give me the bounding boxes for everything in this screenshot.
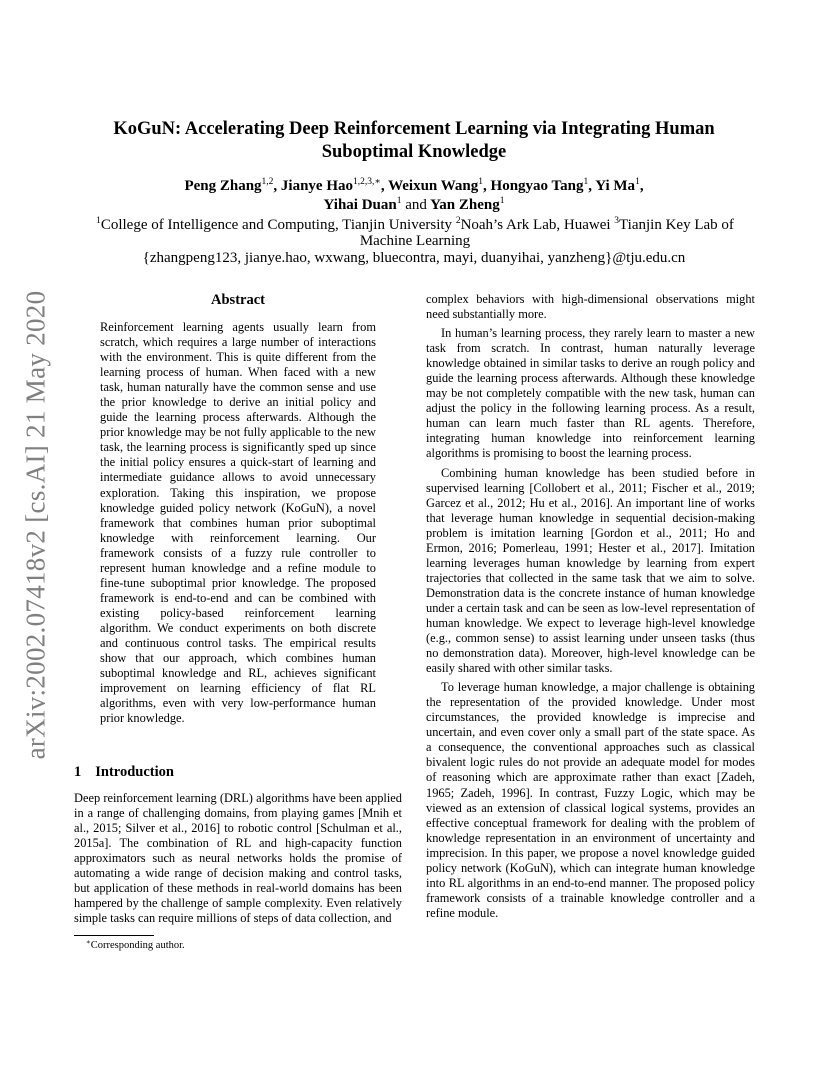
paper-title: KoGuN: Accelerating Deep Reinforcement Learning via Integrating Human Suboptimal Knowledge xyxy=(113,119,715,162)
affiliation: Noah’s Ark Lab, Huawei xyxy=(460,217,611,233)
footnote-mark: ∗ xyxy=(86,938,91,946)
author-list: Peng Zhang$^{1,2}$, Jianye Hao$^{1,2,3,∗}$, Weixun Wang$^1$, Hongyao Tang$^1$, Yi Ma$^1$, Yihai Duan$^1$ and Yan Zheng$^1$ xyxy=(184,177,644,213)
author-name: Yan Zheng xyxy=(430,197,500,213)
affil-sup: 2 xyxy=(455,216,461,226)
author-name: Hongyao Tang xyxy=(490,178,584,194)
author-sup: 1 xyxy=(583,177,589,187)
right-column xyxy=(426,292,755,925)
affil-sup: 3 xyxy=(614,216,620,226)
author-and: and xyxy=(405,197,427,213)
author-sup: 1,2 xyxy=(261,177,274,187)
author-sup: 1 xyxy=(396,196,402,206)
footnote-rule xyxy=(74,935,154,936)
footnote-text: Corresponding author. xyxy=(90,940,185,951)
abstract-heading: Abstract xyxy=(211,292,265,308)
intro-paragraph: Combining human knowledge has been studied before in supervised learning [Collobert et al., 2011; Fischer et al., 2019; Garcez et al., 2012; Hu et al., 2016]. An important line of works that leverage human knowledge in sequential decision-making problem is imitation learning [Gordon et al., 2011; Ho and Ermon, 2016; Pomerleau, 1991; Hester et al., 2017]. Imitation learning leverages human knowledge by learning from expert trajectories that collected in the same task that we aim to solve. Demonstration data is the concrete instance of human knowledge under a certain task and can be seen as low-level representation of human knowledge. We expect to leverage high-level knowledge (e.g., common sense) to assist learning under unseen tasks (thus no demonstration data). Moreover, high-level knowledge can be easily shared with other similar tasks. xyxy=(426,465,755,676)
intro-paragraph: In human’s learning process, they rarely learn to master a new task from scratch. In contrast, human naturally leverage knowledge obtained in similar tasks to derive an rough policy and guide the learning process afterwards. Although these knowledge may be not completely compatible with the new task, human can adjust the policy in the following learning process. As a result, human can learn much faster than RL agents. Therefore, integrating human knowledge into reinforcement learning algorithms is promising to boost the learning process. xyxy=(426,326,755,461)
intro-paragraph-1-start: Deep reinforcement learning (DRL) algorithms have been applied in a range of challenging domains, from playing games [Mnih et al., 2015; Silver et al., 2016] to robotic control [Schulman et al., 2015a]. The combination of RL and high-capacity function approximators such as neural networks holds the promise of automating a wide range of decision making and control tasks, but application of these methods in real-world domains has been hampered by the challenge of sample complexity. Even relatively simple tasks can require millions of steps of data collection, and xyxy=(74,791,402,926)
author-sup: 1 xyxy=(478,177,484,187)
author-name: Weixun Wang xyxy=(388,178,479,194)
author-sup: 1 xyxy=(635,177,640,187)
author-sup: 1,2,3,∗ xyxy=(353,177,381,187)
affiliations xyxy=(70,217,760,249)
author-name: Yi Ma xyxy=(595,178,636,194)
section-number: 1 xyxy=(74,764,82,780)
affiliation: Tianjin Key Lab of Machine Learning xyxy=(359,217,734,249)
section-heading xyxy=(74,764,174,781)
section-title: Introduction xyxy=(95,764,174,780)
intro-paragraph-1-end: complex behaviors with high-dimensional observations might need substantially more. xyxy=(426,292,755,322)
author-name: Yihai Duan xyxy=(323,197,397,213)
author-name: Peng Zhang xyxy=(184,178,262,194)
author-emails: {zhangpeng123, jianye.hao, wxwang, bluecontra, mayi, duanyihai, yanzheng}@tju.edu.cn xyxy=(142,250,686,266)
author-sup: 1 xyxy=(499,196,505,206)
footnote xyxy=(86,940,185,951)
arxiv-stamp: arXiv:2002.07418v2 [cs.AI] 21 May 2020 xyxy=(20,290,51,760)
affiliation: College of Intelligence and Computing, Tianjin University xyxy=(100,217,453,233)
affil-sup: 1 xyxy=(96,216,101,226)
abstract-text: Reinforcement learning agents usually learn from scratch, which requires a large number of interactions with the environment. This is quite different from the learning process of human. When faced with a new task, human naturally have the common sense and use the prior knowledge to derive an initial policy and guide the learning process afterwards. Although the prior knowledge may be not fully applicable to the new task, the learning process is significantly sped up since the initial policy ensures a quick-start of learning and intermediate guidance allows to avoid unnecessary exploration. Taking this inspiration, we propose knowledge guided policy network (KoGuN), a novel framework that combines human prior suboptimal knowledge with reinforcement learning. Our framework consists of a fuzzy rule controller to represent human knowledge and a refine module to fine-tune suboptimal prior knowledge. The proposed framework is end-to-end and can be combined with existing policy-based reinforcement learning algorithm. We conduct experiments on both discrete and continuous control tasks. The empirical results show that our approach, which combines human suboptimal knowledge and RL, achieves significant improvement on learning efficiency of flat RL algorithms, even with very low-performance human prior knowledge. xyxy=(100,320,376,726)
intro-paragraph: To leverage human knowledge, a major challenge is obtaining the representation of the provided knowledge. Under most circumstances, the provided knowledge is imprecise and uncertain, and even cover only a small part of the state space. As a consequence, the conventional approaches such as classical bivalent logic rules do not provide an adequate model for modes of reasoning which are approximate rather than exact [Zadeh, 1965; Zadeh, 1996]. In contrast, Fuzzy Logic, which may be viewed as an extension of classical logical systems, provides an effective conceptual framework for dealing with the problem of knowledge representation in an environment of uncertainty and imprecision. In this paper, we propose a novel knowledge guided policy network (KoGuN), which can integrate human knowledge into RL algorithms in an end-to-end manner. The proposed policy framework consists of a trainable knowledge controller and a refine module. xyxy=(426,680,755,920)
author-name: Jianye Hao xyxy=(280,178,354,194)
